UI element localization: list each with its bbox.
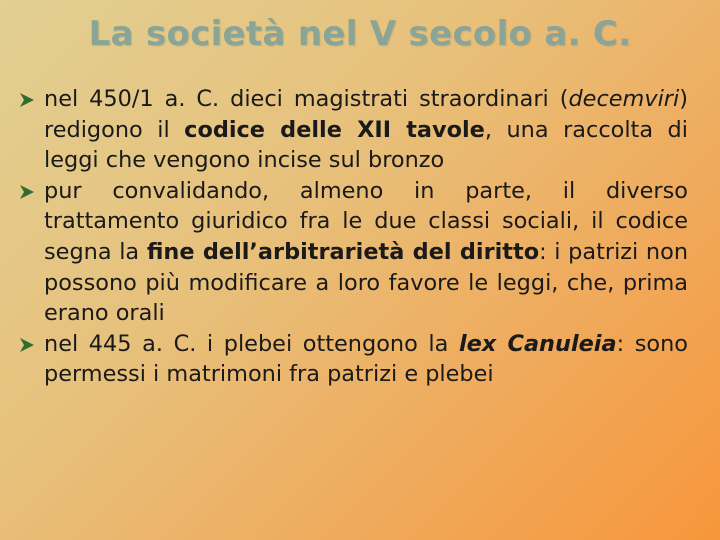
bullet-item-end-arbitrariness — [18, 176, 688, 329]
bullet-list — [18, 84, 688, 390]
arrow-bullet-icon — [18, 336, 36, 354]
arrow-bullet-icon — [18, 183, 36, 201]
bullet-text: , una raccolta di leggi che vengono incise sul bronzo — [44, 116, 688, 174]
bullet-text: : sono permessi i matrimoni fra patrizi e plebei — [44, 330, 688, 388]
bullet-item-xii-tables — [18, 84, 688, 176]
bullet-text: ) redigono il — [44, 86, 688, 143]
bullet-item-lex-canuleia — [18, 329, 688, 390]
bullet-text: : i patrizi non possono più modificare a loro favore le leggi, che, prima erano orali — [44, 238, 689, 327]
slide-title: La società nel V secolo a. C. — [88, 14, 632, 54]
bullet-text-bold-italic: lex Canuleia — [458, 330, 617, 357]
arrow-bullet-icon — [18, 91, 36, 109]
bullet-text: nel 450/1 a. C. dieci magistrati straordinari ( — [44, 86, 569, 112]
bullet-text: pur convalidando, almeno in parte, il diverso trattamento giuridico fra le due classi sociali, il codice segna la — [44, 177, 688, 265]
bullet-text-bold: fine dell’arbitrarietà del diritto — [146, 238, 540, 265]
bullet-text-bold: codice delle XII tavole — [184, 116, 485, 143]
bullet-text: nel 445 a. C. i plebei ottengono la — [44, 330, 459, 357]
bullet-text-italic: decemviri — [568, 86, 680, 112]
